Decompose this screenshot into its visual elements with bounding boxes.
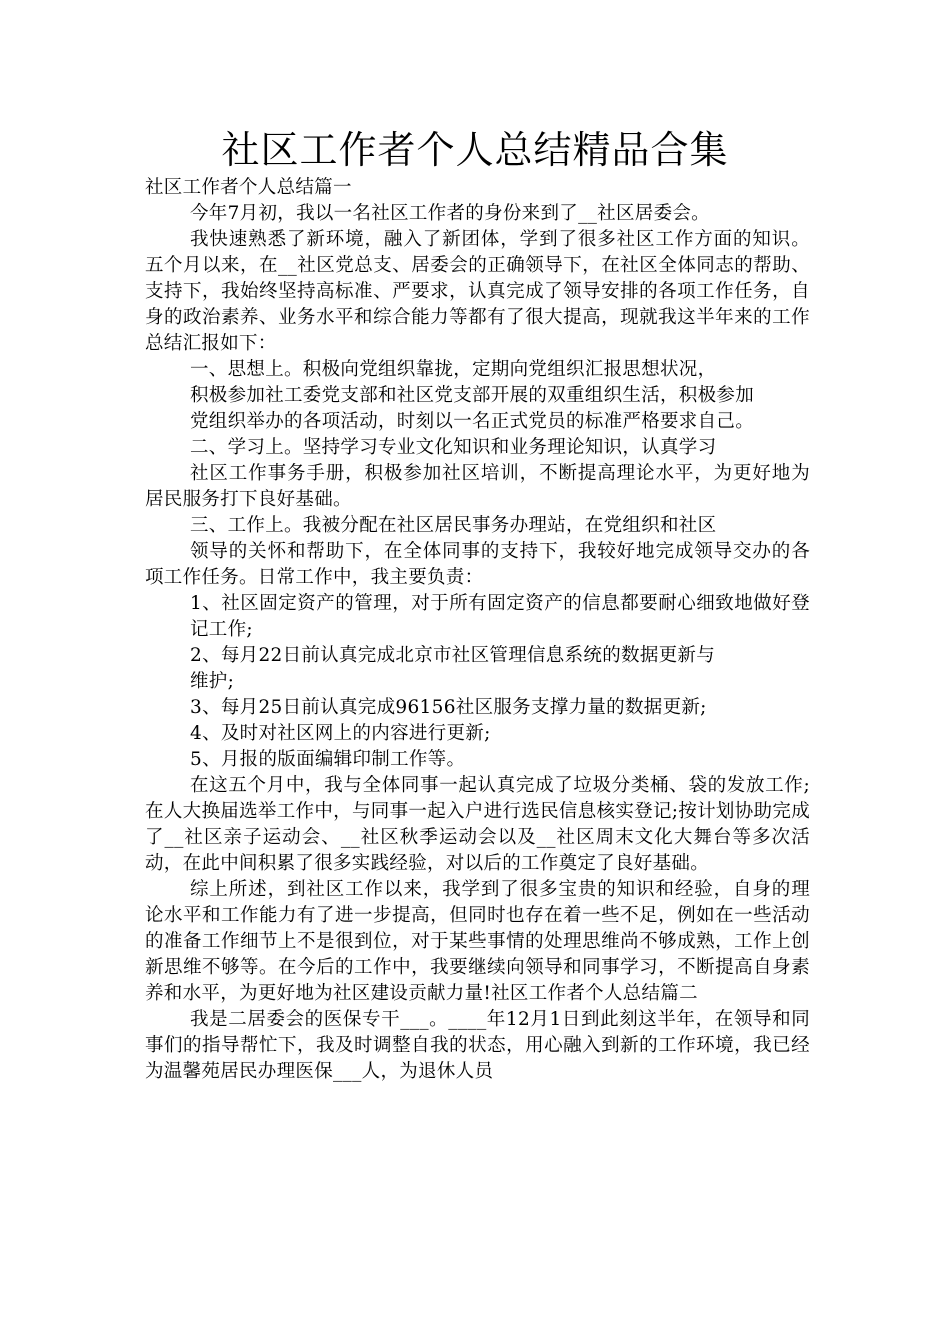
paragraph: 二、学习上。坚持学习专业文化知识和业务理论知识，认真学习 (190, 437, 717, 458)
document-body (145, 175, 810, 1085)
paragraph: 我是二居委会的医保专干___。____年12月1日到此刻这半年，在领导和同事们的指导帮忙下，我及时调整自我的状态，用心融入到新的工作环境，我已经为温馨苑居民办理医保___人，为退休人员 (145, 1009, 810, 1082)
paragraph: 我快速熟悉了新环境，融入了新团体，学到了很多社区工作方面的知识。五个月以来，在__社区党总支、居委会的正确领导下，在社区全体同志的帮助、支持下，我始终坚持高标准、严要求，认真完成了领导安排的各项工作任务，自身的政治素养、业务水平和综合能力等都有了很大提高，现就我这半年来的工作总结汇报如下： (145, 229, 810, 354)
paragraph: 2、每月22日前认真完成北京市社区管理信息系统的数据更新与 (190, 645, 716, 666)
paragraph: 在这五个月中，我与全体同事一起认真完成了垃圾分类桶、袋的发放工作;在人大换届选举工作中，与同事一起入户进行选民信息核实登记;按计划协助完成了__社区亲子运动会、__社区秋季运动会以及__社区周末文化大舞台等多次活动，在此中间积累了很多实践经验，对以后的工作奠定了良好基础。 (145, 775, 810, 874)
paragraph: 党组织举办的各项活动，时刻以一名正式党员的标准严格要求自己。 (190, 411, 755, 432)
paragraph: 1、社区固定资产的管理，对于所有固定资产的信息都要耐心细致地做好登记工作; (190, 593, 810, 640)
paragraph: 5、月报的版面编辑印制工作等。 (190, 749, 466, 770)
paragraph: 综上所述，到社区工作以来，我学到了很多宝贵的知识和经验，自身的理论水平和工作能力有了进一步提高，但同时也存在着一些不足，例如在一些活动的准备工作细节上不是很到位，对于某些事情的处理思维尚不够成熟，工作上创新思维不够等。在今后的工作中，我要继续向领导和同事学习，不断提高自身素养和水平，为更好地为社区建设贡献力量!社区工作者个人总结篇二 (145, 879, 810, 1004)
paragraph: 一、思想上。积极向党组织靠拢，定期向党组织汇报思想状况， (190, 359, 717, 380)
document-title: 社区工作者个人总结精品合集 (221, 128, 729, 172)
paragraph: 4、及时对社区网上的内容进行更新; (190, 723, 491, 744)
paragraph: 3、每月25日前认真完成96156社区服务支撑力量的数据更新; (190, 697, 707, 718)
paragraph: 社区工作者个人总结篇一 (145, 177, 352, 198)
paragraph: 今年7月初，我以一名社区工作者的身份来到了__社区居委会。 (190, 203, 710, 224)
paragraph: 积极参加社工委党支部和社区党支部开展的双重组织生活，积极参加 (190, 385, 755, 406)
paragraph: 维护; (190, 671, 235, 692)
paragraph: 社区工作事务手册，积极参加社区培训，不断提高理论水平，为更好地为居民服务打下良好基础。 (145, 463, 810, 510)
paragraph: 领导的关怀和帮助下，在全体同事的支持下，我较好地完成领导交办的各项工作任务。日常工作中，我主要负责： (145, 541, 810, 588)
paragraph: 三、工作上。我被分配在社区居民事务办理站，在党组织和社区 (190, 515, 717, 536)
